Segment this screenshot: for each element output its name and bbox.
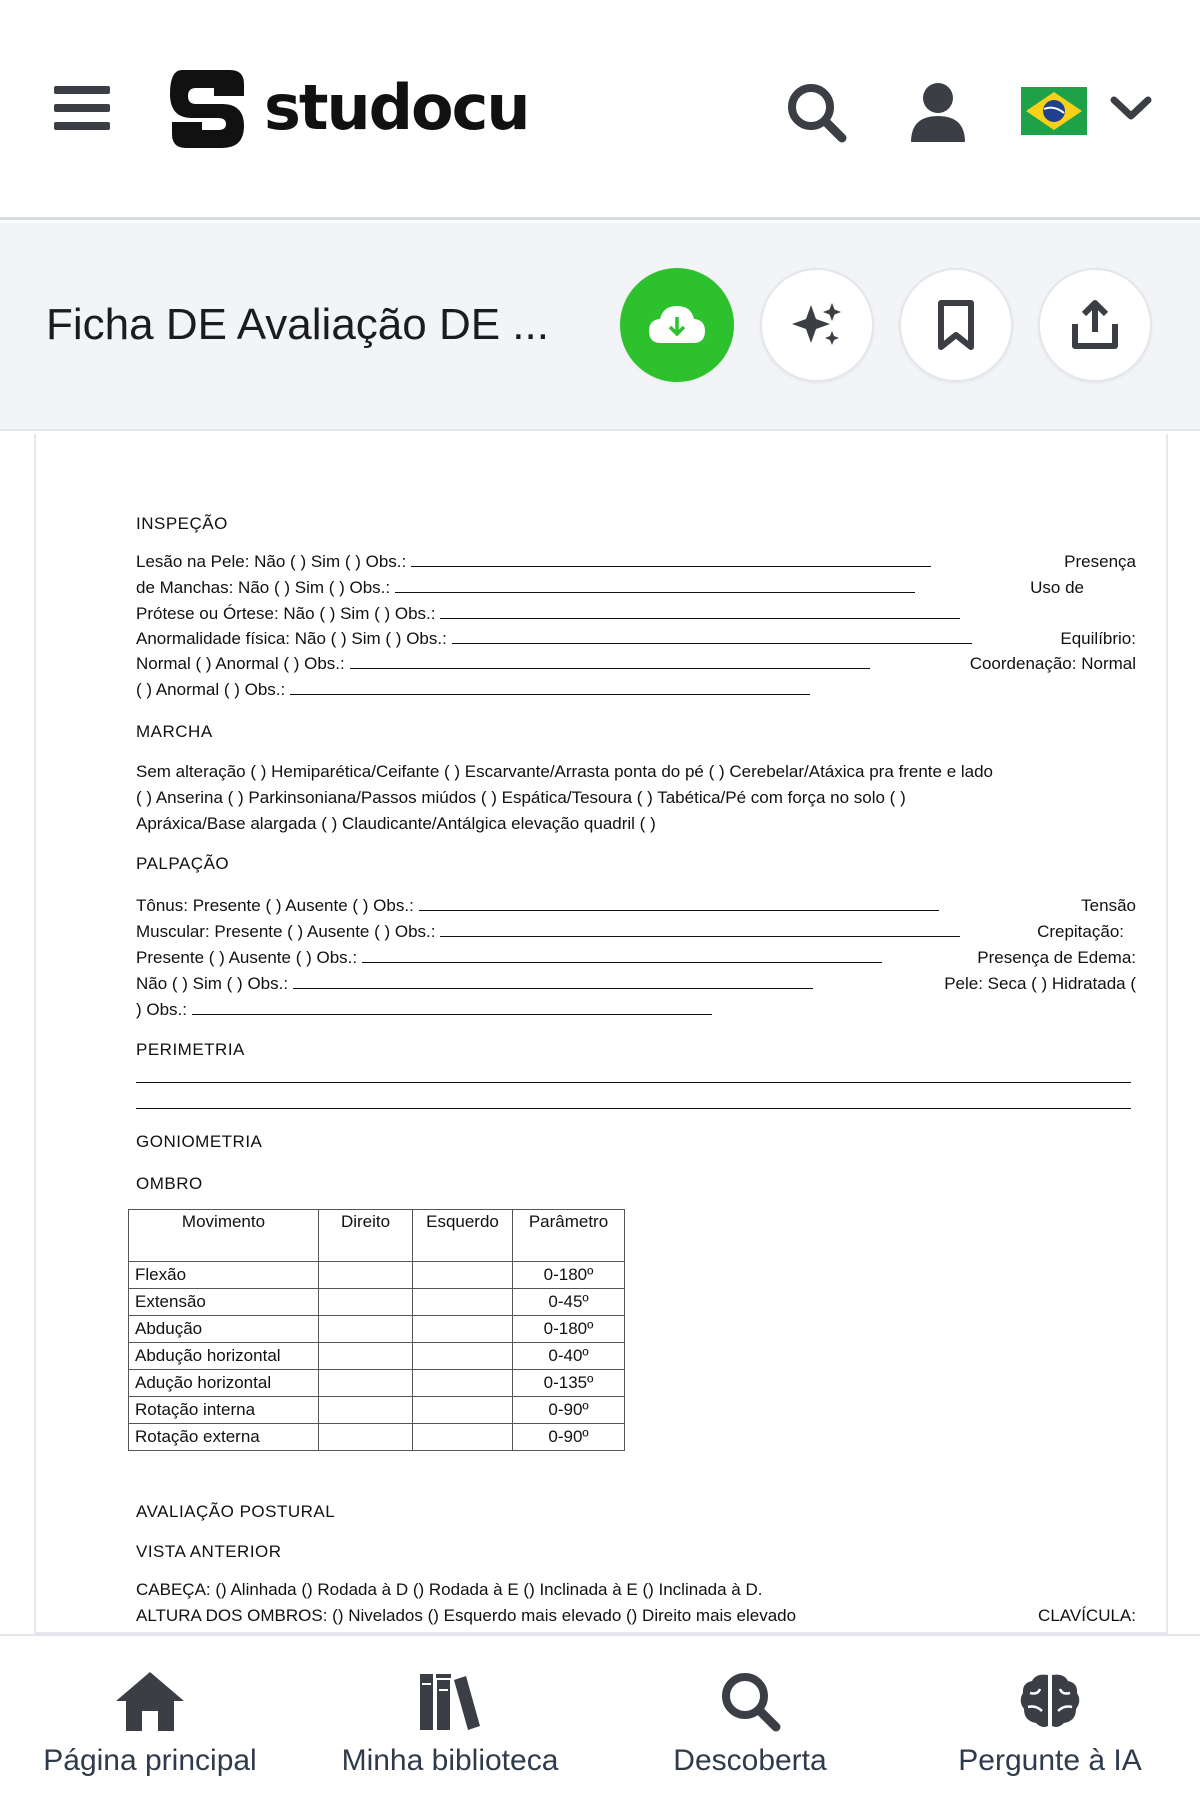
nav-item-discover[interactable] — [600, 1666, 900, 1778]
doc-line: Sem alteração ( ) Hemiparética/Ceifante ( ) Escarvante/Arrasta ponta do pé ( ) Cerebelar/Atáxica pra frente e lado — [136, 762, 994, 781]
doc-line: Normal ( ) Anormal ( ) Obs.: Coordenação: Normal — [136, 654, 1136, 673]
ai-sparkle-icon — [789, 297, 845, 353]
nav-item-library[interactable] — [300, 1666, 600, 1778]
doc-line: Não ( ) Sim ( ) Obs.: Pele: Seca ( ) Hidratada ( — [136, 974, 1136, 993]
table-row: Rotação externa 0-90º — [129, 1424, 625, 1451]
section-heading-inspecao: INSPEÇÃO — [136, 514, 228, 533]
download-button[interactable] — [620, 268, 734, 382]
document-page[interactable] — [34, 434, 1168, 1634]
logo-text: studocu — [264, 71, 529, 144]
blank-line — [136, 1108, 1131, 1109]
table-row: Extensão 0-45º — [129, 1289, 625, 1316]
subsection-heading-ombro: OMBRO — [136, 1174, 203, 1193]
brazil-flag-icon[interactable] — [1021, 87, 1087, 135]
blank-line — [350, 655, 870, 669]
nav-item-home[interactable] — [0, 1666, 300, 1778]
doc-line: ( ) Anserina ( ) Parkinsoniana/Passos miúdos ( ) Espática/Tesoura ( ) Tabética/Pé com força no solo ( ) — [136, 788, 906, 807]
doc-line: Lesão na Pele: Não ( ) Sim ( ) Obs.: Presença — [136, 552, 1136, 571]
blank-line — [293, 975, 813, 989]
blank-line — [452, 630, 972, 644]
doc-line: Muscular: Presente ( ) Ausente ( ) Obs.: Crepitação: — [136, 922, 1124, 941]
nav-label: Minha biblioteca — [341, 1744, 559, 1777]
table-row: Abdução 0-180º — [129, 1316, 625, 1343]
blank-line — [419, 897, 939, 911]
blank-line — [440, 923, 960, 937]
table-header: Direito — [319, 1210, 413, 1262]
blank-line — [192, 1001, 712, 1015]
doc-line: CABEÇA: () Alinhada () Rodada à D () Rodada à E () Inclinada à E () Inclinada à D. — [136, 1580, 763, 1599]
bookmark-button[interactable] — [899, 268, 1013, 382]
goniometry-table — [128, 1209, 625, 1451]
table-header: Esquerdo — [413, 1210, 513, 1262]
download-icon — [647, 303, 707, 347]
doc-line: Apráxica/Base alargada ( ) Claudicante/Antálgica elevação quadril ( ) — [136, 814, 656, 833]
table-row: Abdução horizontal 0-40º — [129, 1343, 625, 1370]
chevron-down-icon[interactable] — [1108, 88, 1154, 128]
doc-line: ( ) Anormal ( ) Obs.: — [136, 680, 1136, 700]
doc-line: ALTURA DOS OMBROS: () Nivelados () Esquerdo mais elevado () Direito mais elevado CLAVÍCULA: — [136, 1606, 1136, 1625]
table-row: Rotação interna 0-90º — [129, 1397, 625, 1424]
blank-line — [290, 681, 810, 695]
section-heading-postural: AVALIAÇÃO POSTURAL — [136, 1502, 336, 1521]
section-heading-goniometria: GONIOMETRIA — [136, 1132, 263, 1151]
nav-label: Descoberta — [673, 1744, 827, 1777]
library-icon — [300, 1666, 600, 1736]
doc-line: Prótese ou Órtese: Não ( ) Sim ( ) Obs.: — [136, 604, 1136, 624]
section-heading-marcha: MARCHA — [136, 722, 213, 741]
blank-line — [395, 579, 915, 593]
doc-line: de Manchas: Não ( ) Sim ( ) Obs.: Uso de — [136, 578, 1084, 597]
studocu-mark-icon — [162, 62, 254, 154]
user-icon[interactable] — [902, 76, 974, 148]
ai-assistant-button[interactable] — [760, 268, 874, 382]
share-button[interactable] — [1038, 268, 1152, 382]
table-header-row — [129, 1210, 625, 1262]
document-title: Ficha DE Avaliação DE ... — [46, 300, 549, 349]
table-header: Parâmetro — [513, 1210, 625, 1262]
section-heading-palpacao: PALPAÇÃO — [136, 854, 230, 873]
bottom-navigation — [0, 1634, 1200, 1809]
blank-line — [411, 553, 931, 567]
studocu-logo[interactable] — [162, 62, 529, 154]
nav-label: Pergunte à IA — [958, 1744, 1142, 1777]
doc-line: ) Obs.: — [136, 1000, 1136, 1020]
subsection-heading-vista-anterior: VISTA ANTERIOR — [136, 1542, 282, 1561]
brain-icon — [900, 1666, 1200, 1736]
home-icon — [0, 1666, 300, 1736]
search-icon — [600, 1666, 900, 1736]
hamburger-menu-icon[interactable] — [54, 86, 110, 134]
top-header — [0, 0, 1200, 220]
share-icon — [1070, 298, 1120, 352]
doc-line: Anormalidade física: Não ( ) Sim ( ) Obs.: Equilíbrio: — [136, 629, 1136, 648]
nav-item-ask-ai[interactable] — [900, 1666, 1200, 1778]
doc-line: Tônus: Presente ( ) Ausente ( ) Obs.: Tensão — [136, 896, 1136, 915]
section-heading-perimetria: PERIMETRIA — [136, 1040, 245, 1059]
nav-label: Página principal — [43, 1744, 257, 1777]
doc-line: Presente ( ) Ausente ( ) Obs.: Presença de Edema: — [136, 948, 1136, 967]
bookmark-icon — [936, 299, 976, 351]
table-row: Flexão 0-180º — [129, 1262, 625, 1289]
table-row: Adução horizontal 0-135º — [129, 1370, 625, 1397]
search-icon[interactable] — [780, 76, 852, 148]
blank-line — [136, 1082, 1131, 1083]
blank-line — [440, 605, 960, 619]
blank-line — [362, 949, 882, 963]
table-header: Movimento — [129, 1210, 319, 1262]
